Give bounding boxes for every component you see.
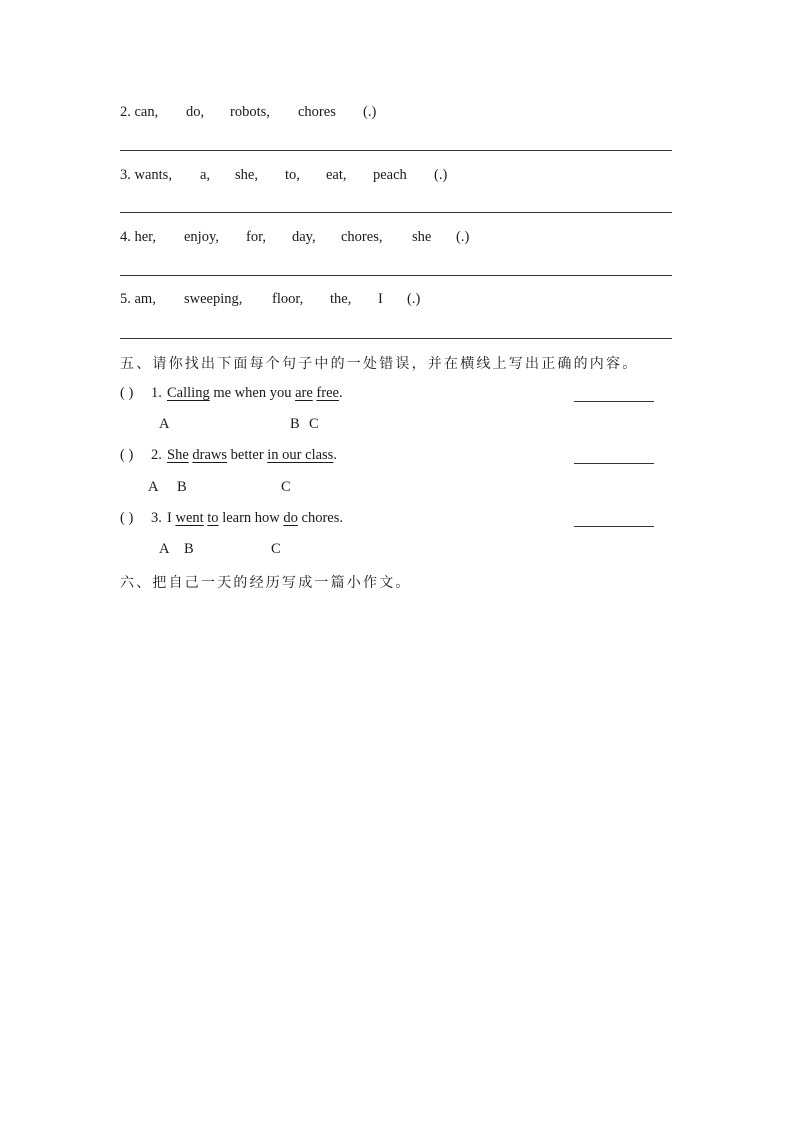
- word: 2. can,: [120, 104, 159, 120]
- sentence-text: me when you: [213, 385, 292, 401]
- word: (.): [434, 167, 448, 183]
- option-a-text: Calling: [167, 385, 210, 401]
- label-b: B: [177, 479, 187, 495]
- correction-blank[interactable]: [574, 463, 654, 464]
- correction-blank[interactable]: [574, 526, 654, 527]
- label-a: A: [159, 416, 170, 432]
- word: do,: [186, 104, 205, 120]
- question-number: 1.: [151, 385, 162, 401]
- answer-line[interactable]: [120, 275, 672, 276]
- sentence-text: better: [230, 447, 264, 463]
- label-a: A: [159, 541, 170, 557]
- option-b-text: to: [207, 510, 219, 526]
- option-a-text: She: [167, 447, 189, 463]
- word: sweeping,: [184, 291, 243, 307]
- option-b-text: are: [295, 385, 313, 401]
- word: for,: [246, 229, 266, 245]
- question-number: 3.: [151, 510, 162, 526]
- answer-line[interactable]: [120, 338, 672, 339]
- word: 5. am,: [120, 291, 156, 307]
- word: chores,: [341, 229, 383, 245]
- word: 4. her,: [120, 229, 157, 245]
- correction-blank[interactable]: [574, 401, 654, 402]
- word: robots,: [230, 104, 270, 120]
- question-number: 2.: [151, 447, 162, 463]
- sentence-text: learn how: [222, 510, 280, 526]
- word: enjoy,: [184, 229, 219, 245]
- word: (.): [363, 104, 377, 120]
- section-heading: 六、把自己一天的经历写成一篇小作文。: [120, 575, 412, 591]
- label-a: A: [148, 479, 159, 495]
- sentence-punctuation: .: [338, 385, 343, 401]
- answer-paren[interactable]: ( ): [120, 385, 134, 401]
- label-b: B: [184, 541, 194, 557]
- label-c: C: [271, 541, 281, 557]
- word: (.): [407, 291, 421, 307]
- label-c: C: [281, 479, 291, 495]
- word: she,: [235, 167, 258, 183]
- label-b: B: [290, 416, 300, 432]
- word: (.): [456, 229, 470, 245]
- word: a,: [200, 167, 211, 183]
- sentence-text: I: [167, 510, 172, 526]
- sentence-text: chores.: [301, 510, 343, 526]
- answer-line[interactable]: [120, 212, 672, 213]
- word: to,: [285, 167, 300, 183]
- word: peach: [373, 167, 407, 183]
- option-a-text: went: [175, 510, 204, 526]
- word: day,: [292, 229, 316, 245]
- answer-paren[interactable]: ( ): [120, 447, 134, 463]
- label-c: C: [309, 416, 319, 432]
- word: 3. wants,: [120, 167, 172, 183]
- answer-line[interactable]: [120, 150, 672, 151]
- section-heading: 五、请你找出下面每个句子中的一处错误，并在横线上写出正确的内容。: [120, 356, 639, 372]
- word: chores: [298, 104, 336, 120]
- word: the,: [330, 291, 352, 307]
- word: she: [412, 229, 432, 245]
- word: floor,: [272, 291, 304, 307]
- answer-paren[interactable]: ( ): [120, 510, 134, 526]
- option-c-text: do: [283, 510, 298, 526]
- word: eat,: [326, 167, 347, 183]
- option-b-text: draws: [192, 447, 228, 463]
- sentence-punctuation: .: [333, 447, 337, 463]
- option-c-text: free: [316, 385, 339, 401]
- word: I: [378, 291, 383, 307]
- option-c-text: in our class: [267, 447, 334, 463]
